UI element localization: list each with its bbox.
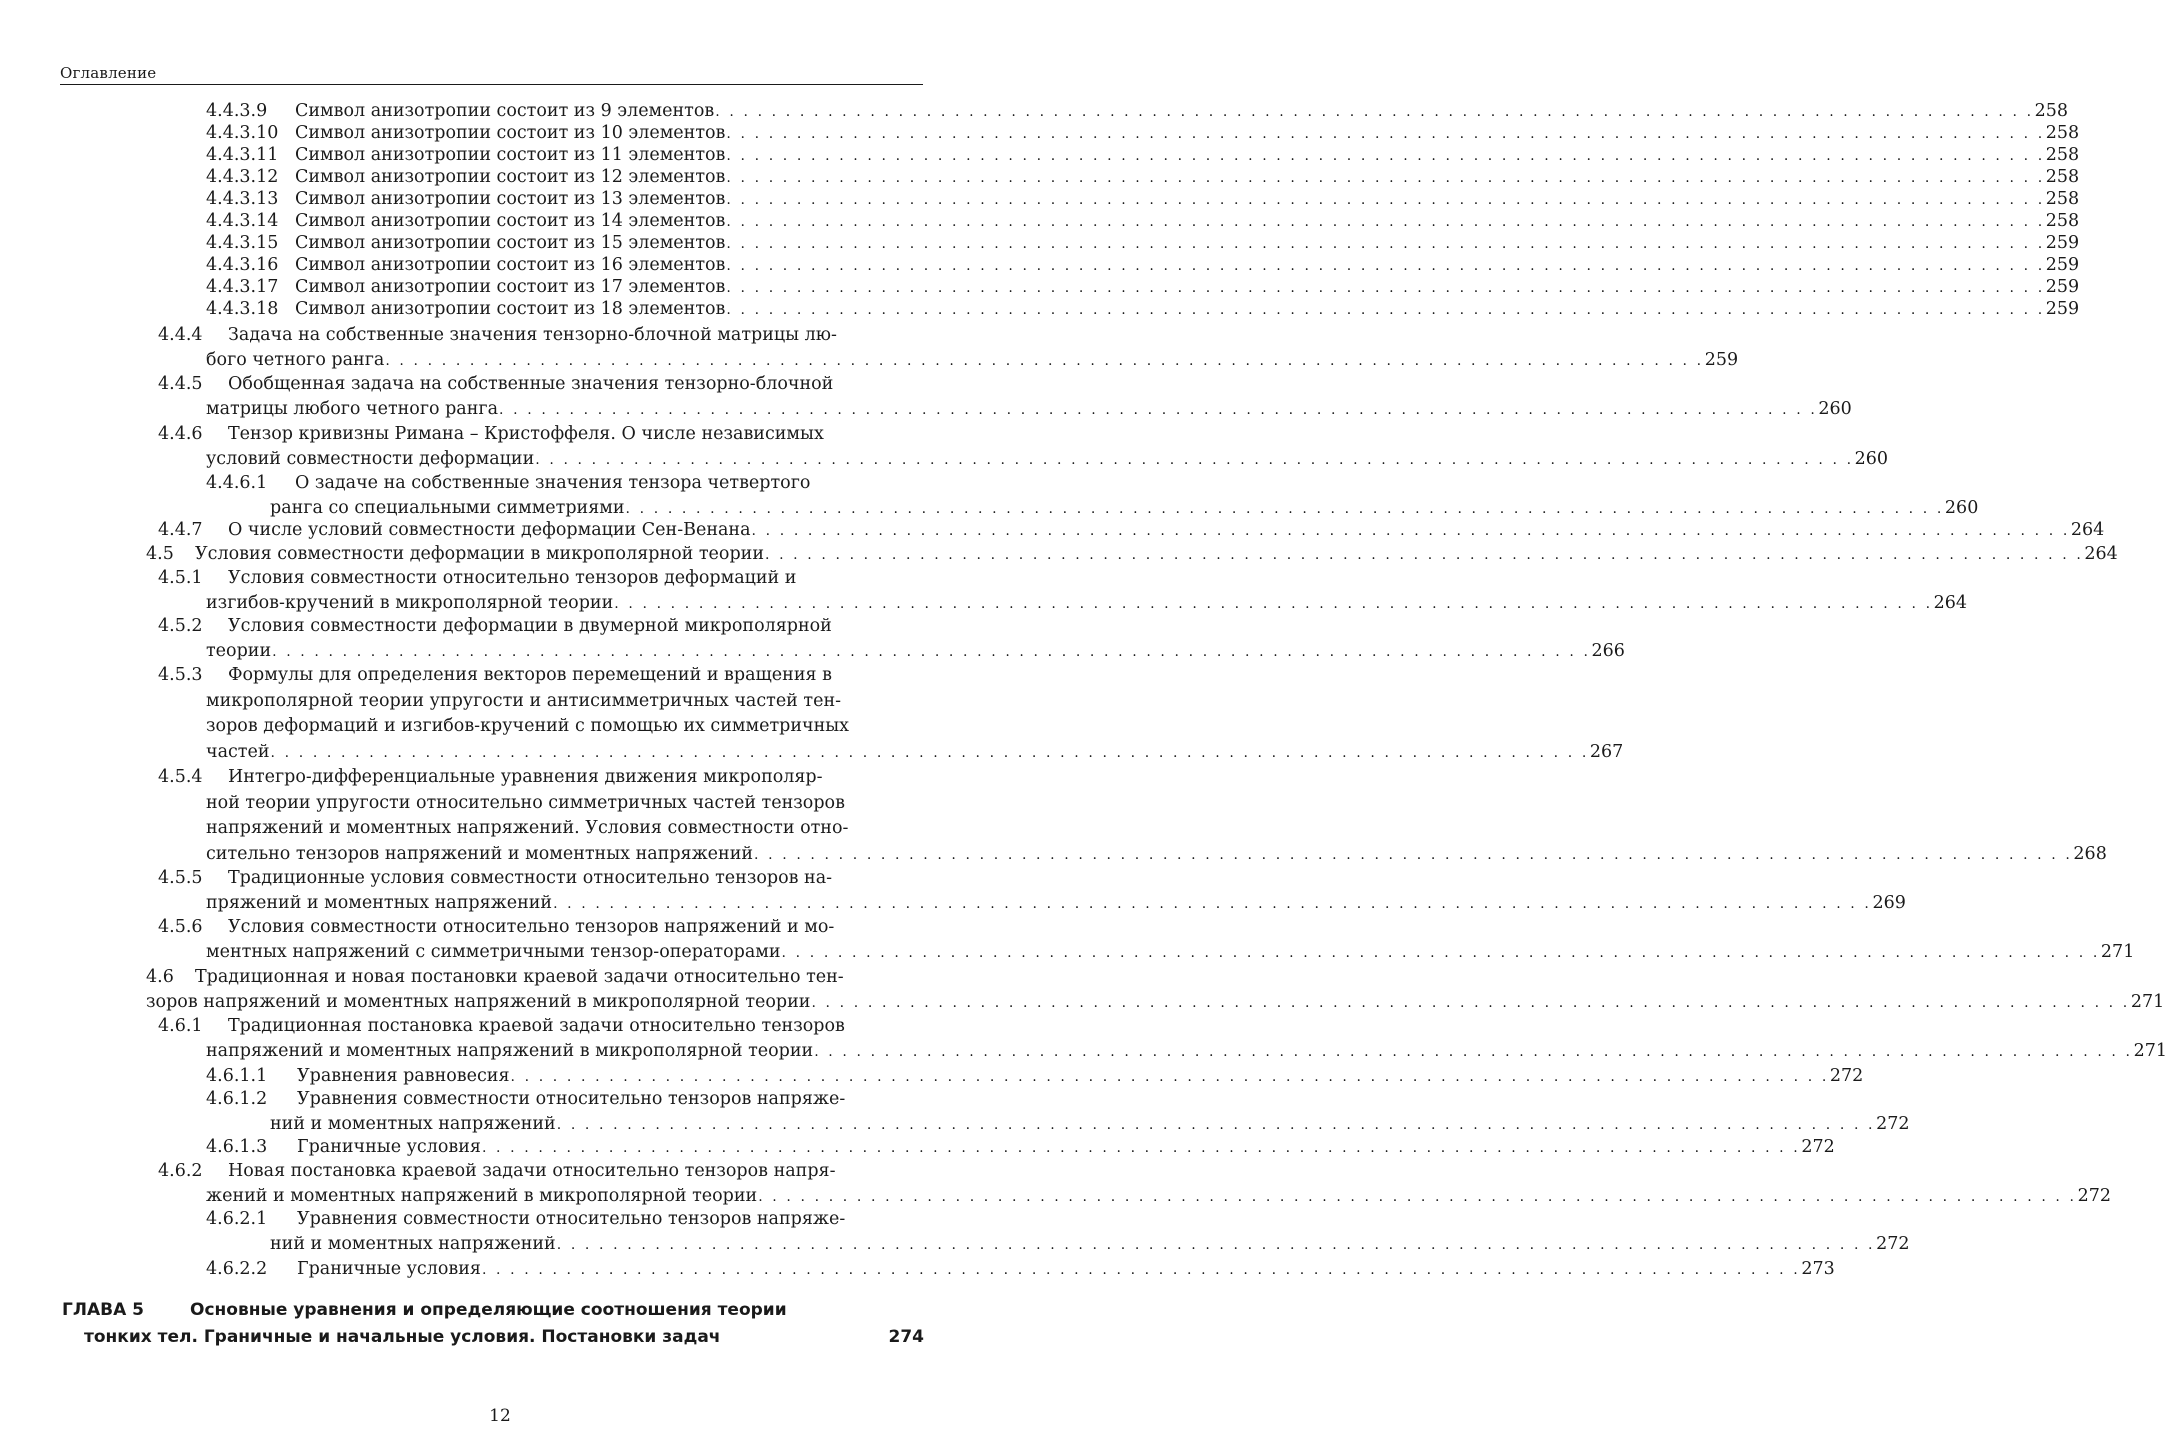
chapter-title-line-1: Основные уравнения и определяющие соотношения теории [190, 1300, 787, 1320]
toc-entry[interactable] [0, 166, 2080, 191]
toc-entry-title: Условия совместности относительно тензоров напряжений и мо- [228, 917, 835, 937]
toc-entry[interactable] [0, 966, 2165, 1015]
toc-entry-page: 259 [2045, 233, 2080, 253]
toc-entry[interactable] [0, 615, 1625, 664]
toc-entry[interactable] [0, 916, 2135, 965]
toc-entry-page: 258 [2045, 211, 2080, 231]
toc-entry-title: О задаче на собственные значения тензора четвертого [295, 473, 811, 493]
toc-entry-title: Формулы для определения векторов перемещений и вращения в [228, 665, 832, 685]
toc-entry-page: 272 [1876, 1233, 1910, 1254]
toc-entry[interactable] [0, 472, 1979, 521]
toc-entry-page: 258 [2045, 167, 2080, 187]
toc-entry-number: 4.6.2 [158, 1161, 203, 1181]
toc-entry-page: 271 [2100, 941, 2135, 962]
toc-entry-title: ной теории упругости относительно симметричных частей тензоров [206, 792, 845, 813]
toc-entry[interactable] [0, 188, 2080, 213]
toc-entry-page: 268 [2073, 843, 2107, 864]
toc-entry-page: 264 [2084, 544, 2118, 564]
toc-entry-page: 272 [1829, 1066, 1864, 1086]
toc-entry-page: 258 [2034, 101, 2069, 121]
toc-entry-number: 4.6.1.3 [206, 1137, 268, 1157]
toc-entry-page: 269 [1872, 892, 1906, 913]
toc-entry[interactable] [0, 232, 2080, 257]
dot-leader: . . . . . . . . . . . . . . . . . . . . . . . . . . . . . . . . . . . . . . . . . . . . . . . . . . . . . . . . . . . . . . . . . . . . . . . . . . . . . . . . . . . . . . . . . . . . . . [481, 1262, 1801, 1278]
toc-entry-page: 267 [1589, 741, 1624, 762]
toc-entry-number: 4.5.3 [158, 665, 203, 685]
running-header: Оглавление [60, 64, 923, 85]
toc-entry-title: частей [206, 741, 270, 762]
toc-entry-number: 4.6.1 [158, 1016, 203, 1036]
toc-entry-number: 4.4.3.9 [206, 101, 268, 121]
dot-leader: . . . . . . . . . . . . . . . . . . . . . . . . . . . . . . . . . . . . . . . . . . . . . . . . . . . . . . . . . . . . . . . . . . . . . . . . . . . . . . . . . . . . . . . . . . . . . . [726, 302, 2045, 318]
toc-entry-title: ний и моментных напряжений [270, 1233, 556, 1254]
toc-entry[interactable] [0, 324, 1739, 373]
dot-leader: . . . . . . . . . . . . . . . . . . . . . . . . . . . . . . . . . . . . . . . . . . . . . . . . . . . . . . . . . . . . . . . . . . . . . . . . . . . . . . . . . . . . . . . . . . . . . . [726, 192, 2045, 208]
toc-entry[interactable] [0, 766, 2107, 868]
toc-entry[interactable] [0, 1088, 1910, 1137]
dot-leader: . . . . . . . . . . . . . . . . . . . . . . . . . . . . . . . . . . . . . . . . . . . . . . . . . . . . . . . . . . . . . . . . . . . . . . . . . . . . . . . . . . . . . . . . . . . . . . [499, 401, 1818, 418]
dot-leader: . . . . . . . . . . . . . . . . . . . . . . . . . . . . . . . . . . . . . . . . . . . . . . . . . . . . . . . . . . . . . . . . . . . . . . . . . . . . . . . . . . . . . . . . . . . . . . [726, 170, 2045, 186]
toc-entry-number: 4.5.1 [158, 568, 203, 588]
dot-leader: . . . . . . . . . . . . . . . . . . . . . . . . . . . . . . . . . . . . . . . . . . . . . . . . . . . . . . . . . . . . . . . . . . . . . . . . . . . . . . . . . . . . . . . . . . . . . . [510, 1069, 1829, 1085]
toc-entry-page: 273 [1801, 1259, 1835, 1279]
toc-entry-title: ранга со специальными симметриями [270, 497, 625, 518]
toc-entry[interactable] [0, 543, 2118, 568]
dot-leader: . . . . . . . . . . . . . . . . . . . . . . . . . . . . . . . . . . . . . . . . . . . . . . . . . . . . . . . . . . . . . . . . . . . . . . . . . . . . . . . . . . . . . . . . . . . . . . [781, 944, 2100, 961]
toc-entry-page: 264 [2070, 520, 2105, 540]
toc-entry-title: Условия совместности деформации в двумерной микрополярной [228, 616, 832, 636]
toc-entry-page: 264 [1933, 592, 1968, 613]
toc-entry-title: Уравнения совместности относительно тензоров напряже- [297, 1089, 846, 1109]
toc-entry-title: микрополярной теории упругости и антисимметричных частей тен- [206, 690, 842, 711]
toc-entry-number: 4.4.5 [158, 374, 203, 394]
dot-leader: . . . . . . . . . . . . . . . . . . . . . . . . . . . . . . . . . . . . . . . . . . . . . . . . . . . . . . . . . . . . . . . . . . . . . . . . . . . . . . . . . . . . . . . . . . . . . . [754, 846, 2073, 863]
dot-leader: . . . . . . . . . . . . . . . . . . . . . . . . . . . . . . . . . . . . . . . . . . . . . . . . . . . . . . . . . . . . . . . . . . . . . . . . . . . . . . . . . . . . . . . . . . . . . . [625, 500, 1944, 517]
toc-entry-title: Условия совместности деформации в микрополярной теории [195, 544, 764, 564]
toc-entry-page: 271 [2130, 991, 2165, 1012]
toc-entry-title: Символ анизотропии состоит из 16 элементов [295, 255, 726, 275]
dot-leader: . . . . . . . . . . . . . . . . . . . . . . . . . . . . . . . . . . . . . . . . . . . . . . . . . . . . . . . . . . . . . . . . . . . . . . . . . . . . . . . . . . . . . . . . . . . . . . [758, 1188, 2077, 1205]
toc-entry[interactable] [0, 122, 2080, 147]
toc-entry-number: 4.4.7 [158, 520, 203, 540]
chapter-title-line-2: тонких тел. Граничные и начальные условия. Постановки задач [84, 1327, 721, 1347]
toc-entry-title: Обобщенная задача на собственные значения тензорно-блочной [228, 374, 834, 394]
toc-entry-title: Новая постановка краевой задачи относительно тензоров напря- [228, 1161, 836, 1181]
toc-entry-number: 4.6 [146, 967, 174, 987]
toc-entry-page: 271 [2133, 1040, 2167, 1061]
toc-entry[interactable] [0, 1160, 2111, 1209]
toc-entry-title: Символ анизотропии состоит из 11 элементов [295, 145, 726, 165]
toc-entry-title: Символ анизотропии состоит из 12 элементов [295, 167, 726, 187]
toc-entry-page: 266 [1591, 640, 1625, 661]
toc-entry[interactable] [0, 423, 1889, 472]
toc-entry-number: 4.4.3.13 [206, 189, 279, 209]
chapter-page-number: 274 [888, 1327, 924, 1347]
toc-entry-title: ментных напряжений с симметричными тензор-операторами [206, 941, 781, 962]
toc-entry-number: 4.4.3.16 [206, 255, 279, 275]
toc-entry[interactable] [0, 664, 1624, 766]
toc-entry-title: Символ анизотропии состоит из 13 элементов [295, 189, 726, 209]
toc-entry-title: зоров напряжений и моментных напряжений в микрополярной теории [146, 991, 811, 1012]
toc-entry-number: 4.5.5 [158, 868, 203, 888]
dot-leader: . . . . . . . . . . . . . . . . . . . . . . . . . . . . . . . . . . . . . . . . . . . . . . . . . . . . . . . . . . . . . . . . . . . . . . . . . . . . . . . . . . . . . . . . . . . . . . [385, 352, 1704, 369]
toc-entry-page: 272 [1801, 1137, 1835, 1157]
dot-leader: . . . . . . . . . . . . . . . . . . . . . . . . . . . . . . . . . . . . . . . . . . . . . . . . . . . . . . . . . . . . . . . . . . . . . . . . . . . . . . . . . . . . . . . . . . . . . . [272, 643, 1591, 660]
toc-entry-title: бого четного ранга [206, 349, 385, 370]
dot-leader: . . . . . . . . . . . . . . . . . . . . . . . . . . . . . . . . . . . . . . . . . . . . . . . . . . . . . . . . . . . . . . . . . . . . . . . . . . . . . . . . . . . . . . . . . . . . . . [814, 1043, 2133, 1060]
toc-entry-page: 258 [2045, 123, 2080, 143]
toc-entry-page: 259 [2045, 299, 2080, 319]
toc-entry[interactable] [0, 210, 2080, 235]
dot-leader: . . . . . . . . . . . . . . . . . . . . . . . . . . . . . . . . . . . . . . . . . . . . . . . . . . . . . . . . . . . . . . . . . . . . . . . . . . . . . . . . . . . . . . . . . . . . . . [726, 236, 2045, 252]
toc-entry-number: 4.4.6 [158, 424, 203, 444]
toc-entry-page: 260 [1944, 497, 1979, 518]
toc-entry-number: 4.4.3.15 [206, 233, 279, 253]
toc-entry-title: Уравнения совместности относительно тензоров напряже- [297, 1209, 846, 1229]
toc-entry-title: пряжений и моментных напряжений [206, 892, 553, 913]
toc-entry[interactable] [0, 254, 2080, 279]
toc-entry-title: теории [206, 640, 272, 661]
toc-entry-title: О числе условий совместности деформации Сен-Венана [228, 520, 751, 540]
toc-entry-title: ний и моментных напряжений [270, 1113, 556, 1134]
toc-entry-title: напряжений и моментных напряжений в микрополярной теории [206, 1040, 814, 1061]
toc-entry-number: 4.4.3.18 [206, 299, 279, 319]
dot-leader: . . . . . . . . . . . . . . . . . . . . . . . . . . . . . . . . . . . . . . . . . . . . . . . . . . . . . . . . . . . . . . . . . . . . . . . . . . . . . . . . . . . . . . . . . . . . . . [481, 1140, 1801, 1156]
page-number: 12 [489, 1406, 511, 1426]
dot-leader: . . . . . . . . . . . . . . . . . . . . . . . . . . . . . . . . . . . . . . . . . . . . . . . . . . . . . . . . . . . . . . . . . . . . . . . . . . . . . . . . . . . . . . . . . . . . . . [535, 451, 1854, 468]
toc-entry[interactable] [0, 1208, 1910, 1257]
toc-entry[interactable] [0, 276, 2080, 301]
toc-entry-title: напряжений и моментных напряжений. Условия совместности отно- [206, 818, 849, 838]
toc-entry-title: Тензор кривизны Римана – Кристоффеля. О числе независимых [228, 424, 824, 444]
toc-entry-page: 259 [1704, 349, 1739, 370]
dot-leader: . . . . . . . . . . . . . . . . . . . . . . . . . . . . . . . . . . . . . . . . . . . . . . . . . . . . . . . . . . . . . . . . . . . . . . . . . . . . . . . . . . . . . . . . . . . . . . [726, 126, 2045, 142]
toc-entry-number: 4.6.1.1 [206, 1066, 268, 1086]
toc-entry-title: Символ анизотропии состоит из 18 элементов [295, 299, 726, 319]
dot-leader: . . . . . . . . . . . . . . . . . . . . . . . . . . . . . . . . . . . . . . . . . . . . . . . . . . . . . . . . . . . . . . . . . . . . . . . . . . . . . . . . . . . . . . . . . . . . . . [811, 994, 2130, 1011]
toc-entry-title: Традиционные условия совместности относительно тензоров на- [228, 868, 833, 888]
toc-entry[interactable] [0, 100, 2069, 125]
toc-entry-title: жений и моментных напряжений в микрополярной теории [206, 1185, 758, 1206]
toc-entry-number: 4.4.3.10 [206, 123, 279, 143]
toc-entry[interactable] [0, 519, 2105, 544]
toc-entry-number: 4.5.4 [158, 767, 203, 787]
toc-entry-number: 4.4.3.11 [206, 145, 279, 165]
dot-leader: . . . . . . . . . . . . . . . . . . . . . . . . . . . . . . . . . . . . . . . . . . . . . . . . . . . . . . . . . . . . . . . . . . . . . . . . . . . . . . . . . . . . . . . . . . . . . . [751, 523, 2070, 539]
dot-leader: . . . . . . . . . . . . . . . . . . . . . . . . . . . . . . . . . . . . . . . . . . . . . . . . . . . . . . . . . . . . . . . . . . . . . . . . . . . . . . . . . . . . . . . . . . . . . . [556, 1236, 1876, 1253]
dot-leader: . . . . . . . . . . . . . . . . . . . . . . . . . . . . . . . . . . . . . . . . . . . . . . . . . . . . . . . . . . . . . . . . . . . . . . . . . . . . . . . . . . . . . . . . . . . . . . [614, 595, 1933, 612]
toc-entry[interactable] [0, 1136, 1835, 1161]
toc-entry-page: 272 [2077, 1185, 2111, 1206]
toc-entry-title: Граничные условия [297, 1259, 481, 1279]
chapter-label: ГЛАВА 5 [62, 1300, 144, 1320]
toc-entry-title: Символ анизотропии состоит из 9 элементов [295, 101, 715, 121]
toc-entry[interactable] [0, 373, 1852, 422]
toc-entry-number: 4.5 [146, 544, 174, 564]
toc-entry[interactable] [0, 144, 2080, 169]
toc-entry-page: 260 [1818, 398, 1852, 419]
toc-entry-title: Интегро-дифференциальные уравнения движения микрополяр- [228, 767, 823, 787]
toc-entry-number: 4.4.3.14 [206, 211, 279, 231]
dot-leader: . . . . . . . . . . . . . . . . . . . . . . . . . . . . . . . . . . . . . . . . . . . . . . . . . . . . . . . . . . . . . . . . . . . . . . . . . . . . . . . . . . . . . . . . . . . . . . [726, 214, 2045, 230]
toc-entry-page: 258 [2045, 189, 2080, 209]
toc-entry-title: условий совместности деформации [206, 448, 535, 469]
dot-leader: . . . . . . . . . . . . . . . . . . . . . . . . . . . . . . . . . . . . . . . . . . . . . . . . . . . . . . . . . . . . . . . . . . . . . . . . . . . . . . . . . . . . . . . . . . . . . . [715, 104, 2034, 120]
toc-entry-title: Традиционная и новая постановки краевой задачи относительно тен- [195, 967, 844, 987]
toc-entry[interactable] [0, 1015, 2167, 1064]
toc-entry-title: Уравнения равновесия [297, 1066, 510, 1086]
toc-entry[interactable] [0, 867, 1906, 916]
toc-entry-number: 4.4.6.1 [206, 473, 268, 493]
toc-entry-title: матрицы любого четного ранга [206, 398, 499, 419]
toc-entry-title: Символ анизотропии состоит из 15 элементов [295, 233, 726, 253]
toc-entry-title: Символ анизотропии состоит из 14 элементов [295, 211, 726, 231]
toc-entry[interactable] [0, 1065, 1864, 1090]
toc-entry-title: Условия совместности относительно тензоров деформаций и [228, 568, 797, 588]
dot-leader: . . . . . . . . . . . . . . . . . . . . . . . . . . . . . . . . . . . . . . . . . . . . . . . . . . . . . . . . . . . . . . . . . . . . . . . . . . . . . . . . . . . . . . . . . . . . . . [726, 280, 2045, 296]
toc-entry[interactable] [0, 567, 1968, 616]
toc-entry-title: изгибов-кручений в микрополярной теории [206, 592, 614, 613]
toc-entry-title: Традиционная постановка краевой задачи относительно тензоров [228, 1016, 845, 1036]
dot-leader: . . . . . . . . . . . . . . . . . . . . . . . . . . . . . . . . . . . . . . . . . . . . . . . . . . . . . . . . . . . . . . . . . . . . . . . . . . . . . . . . . . . . . . . . . . . . . . [556, 1116, 1876, 1133]
toc-entry-number: 4.5.2 [158, 616, 203, 636]
toc-entry-title: Символ анизотропии состоит из 10 элементов [295, 123, 726, 143]
toc-entry[interactable] [0, 298, 2080, 323]
toc-entry-page: 259 [2045, 277, 2080, 297]
toc-entry-page: 258 [2045, 145, 2080, 165]
dot-leader: . . . . . . . . . . . . . . . . . . . . . . . . . . . . . . . . . . . . . . . . . . . . . . . . . . . . . . . . . . . . . . . . . . . . . . . . . . . . . . . . . . . . . . . . . . . . . . [553, 895, 1872, 912]
dot-leader: . . . . . . . . . . . . . . . . . . . . . . . . . . . . . . . . . . . . . . . . . . . . . . . . . . . . . . . . . . . . . . . . . . . . . . . . . . . . . . . . . . . . . . . . . . . . . . [270, 744, 1589, 761]
toc-entry-number: 4.4.4 [158, 325, 203, 345]
toc-entry-number: 4.6.2.2 [206, 1259, 268, 1279]
toc-entry-title: сительно тензоров напряжений и моментных напряжений [206, 843, 754, 864]
toc-entry-number: 4.6.2.1 [206, 1209, 268, 1229]
toc-entry-number: 4.6.1.2 [206, 1089, 268, 1109]
toc-entry-page: 260 [1854, 448, 1889, 469]
toc-entry-title: Задача на собственные значения тензорно-блочной матрицы лю- [228, 325, 837, 345]
toc-entry-number: 4.4.3.17 [206, 277, 279, 297]
dot-leader: . . . . . . . . . . . . . . . . . . . . . . . . . . . . . . . . . . . . . . . . . . . . . . . . . . . . . . . . . . . . . . . . . . . . . . . . . . . . . . . . . . . . . . . . . . . . . . [764, 547, 2084, 563]
toc-entry[interactable] [0, 1258, 1835, 1283]
toc-entry-number: 4.4.3.12 [206, 167, 279, 187]
toc-entry-page: 259 [2045, 255, 2080, 275]
toc-entry-number: 4.5.6 [158, 917, 203, 937]
dot-leader: . . . . . . . . . . . . . . . . . . . . . . . . . . . . . . . . . . . . . . . . . . . . . . . . . . . . . . . . . . . . . . . . . . . . . . . . . . . . . . . . . . . . . . . . . . . . . . [726, 258, 2045, 274]
toc-entry-title: Символ анизотропии состоит из 17 элементов [295, 277, 726, 297]
toc-entry-title: Граничные условия [297, 1137, 481, 1157]
dot-leader: . . . . . . . . . . . . . . . . . . . . . . . . . . . . . . . . . . . . . . . . . . . . . . . . . . . . . . . . . . . . . . . . . . . . . . . . . . . . . . . . . . . . . . . . . . . . . . [726, 148, 2045, 164]
toc-entry-title: зоров деформаций и изгибов-кручений с помощью их симметричных [206, 716, 850, 736]
toc-entry-page: 272 [1876, 1113, 1910, 1134]
